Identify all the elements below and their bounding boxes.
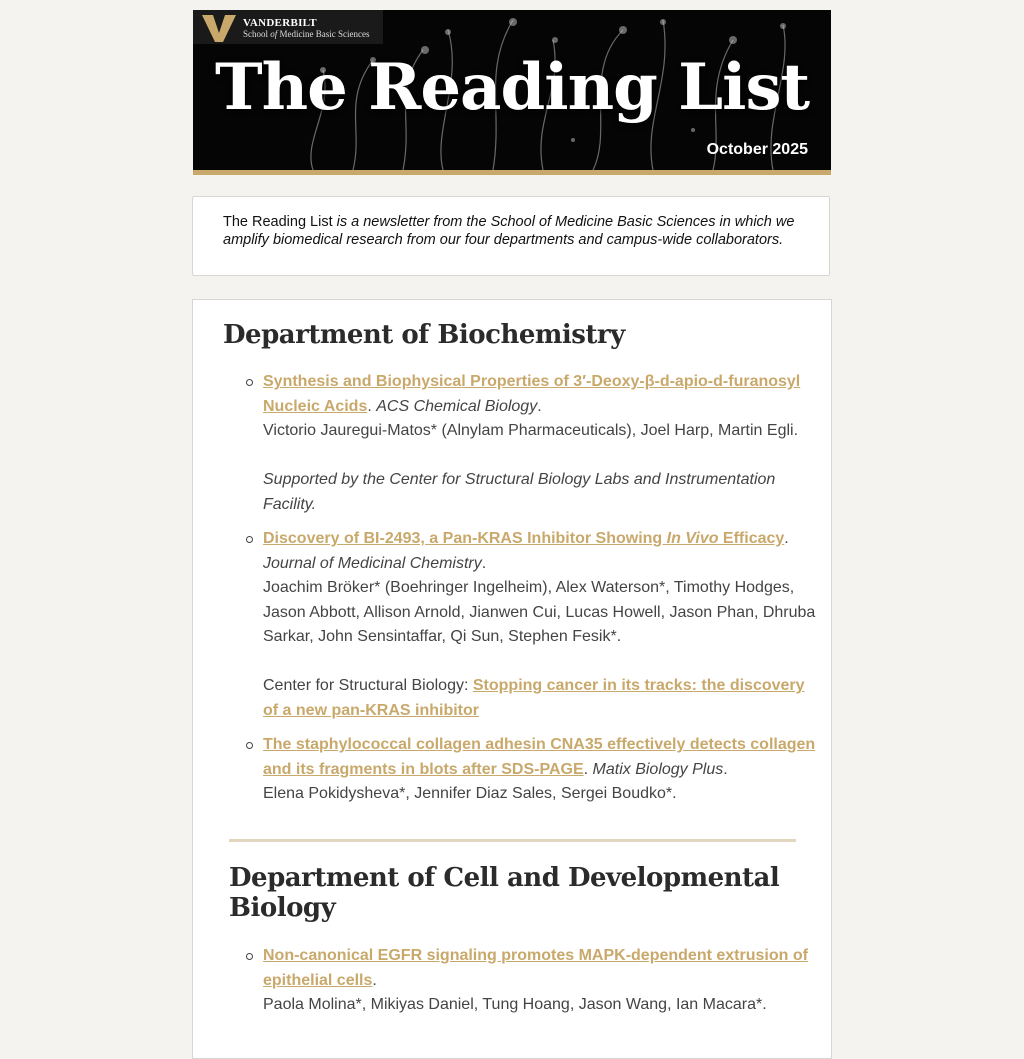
list-item: Synthesis and Biophysical Properties of 3′-Deoxy-β-d-apio-d-furanosyl Nucleic Acids. ACS Chemical Biology. Victorio Jauregui-Matos* (Alnylam Pharmaceuticals), Joel Harp, Martin Egli. Supported by the Center for Structural Biology Labs and Instrumentation Facility. bbox=[243, 370, 823, 517]
journal-name: Journal of Medicinal Chemistry bbox=[263, 554, 482, 572]
main-content bbox=[192, 299, 832, 1059]
vanderbilt-logo bbox=[193, 10, 383, 44]
article-link[interactable]: Non-canonical EGFR signaling promotes MAPK-dependent extrusion of epithelial cells bbox=[263, 947, 808, 989]
article-link[interactable]: Synthesis and Biophysical Properties of 3′-Deoxy-β-d-apio-d-furanosyl Nucleic Acids bbox=[263, 373, 801, 415]
intro-lead: The Reading List bbox=[223, 214, 333, 230]
intro-text: is a newsletter from the School of Medicine Basic Sciences in which we amplify biomedical research from our four departments and campus-wide collaborators. bbox=[223, 214, 795, 248]
journal-name: ACS Chemical Biology bbox=[376, 397, 538, 415]
list-item: The staphylococcal collagen adhesin CNA35 effectively detects collagen and its fragments in blots after SDS-PAGE. Matix Biology Plus. Elena Pokidysheva*, Jennifer Diaz Sales, Sergei Boudko*. bbox=[243, 733, 823, 807]
section-divider bbox=[229, 839, 796, 842]
section-heading: Department of Cell and Developmental Biology bbox=[229, 863, 780, 923]
article-link[interactable]: The staphylococcal collagen adhesin CNA35 effectively detects collagen and its fragments in blots after SDS-PAGE bbox=[263, 736, 816, 778]
issue-date: October 2025 bbox=[706, 141, 808, 158]
logo-subtitle: School of Medicine Basic Sciences bbox=[243, 29, 370, 39]
authors: Joachim Bröker* (Boehringer Ingelheim), Alex Waterson*, Timothy Hodges, Jason Abbott, Allison Arnold, Jianwen Cui, Lucas Howell, Jason Phan, Dhruba Sarkar, John Sensintaffar, Qi Sun, Stephen Fesik*. bbox=[263, 579, 816, 645]
related-label: Center for Structural Biology: bbox=[263, 677, 473, 694]
gold-divider-bar bbox=[193, 170, 831, 175]
authors: Victorio Jauregui-Matos* (Alnylam Pharmaceuticals), Joel Harp, Martin Egli. bbox=[263, 422, 799, 439]
intro-box bbox=[192, 196, 830, 276]
authors: Paola Molina*, Mikiyas Daniel, Tung Hoang, Jason Wang, Ian Macara*. bbox=[263, 996, 767, 1013]
authors: Elena Pokidysheva*, Jennifer Diaz Sales, Sergei Boudko*. bbox=[263, 785, 677, 802]
article-link[interactable]: Discovery of BI-2493, a Pan-KRAS Inhibitor Showing In Vivo Efficacy bbox=[263, 530, 785, 547]
article-list bbox=[243, 944, 823, 1018]
list-item: Non-canonical EGFR signaling promotes MAPK-dependent extrusion of epithelial cells. Paola Molina*, Mikiyas Daniel, Tung Hoang, Jason Wang, Ian Macara*. bbox=[243, 944, 823, 1018]
vanderbilt-v-icon bbox=[201, 13, 237, 43]
newsletter-title: The Reading List bbox=[214, 50, 810, 125]
logo-title: VANDERBILT bbox=[243, 17, 317, 29]
header-banner bbox=[193, 10, 831, 170]
journal-name: Matix Biology Plus bbox=[592, 760, 724, 778]
related-story-link[interactable]: Stopping cancer in its tracks: the discovery of a new pan-KRAS inhibitor bbox=[263, 677, 805, 719]
section-heading: Department of Biochemistry bbox=[223, 320, 625, 350]
list-item: Discovery of BI-2493, a Pan-KRAS Inhibitor Showing In Vivo Efficacy. Journal of Medicinal Chemistry. Joachim Bröker* (Boehringer Ingelheim), Alex Waterson*, Timothy Hodges, Jason Abbott, Allison Arnold, Jianwen Cui, Lucas Howell, Jason Phan, Dhruba Sarkar, John Sensintaffar, Qi Sun, Stephen Fesik*. Center for Structural Biology: Stopping cancer in its tracks: the discovery of a new pan-KRAS inhibitor bbox=[243, 527, 823, 723]
article-list bbox=[243, 370, 823, 807]
support-note: Supported by the Center for Structural Biology Labs and Instrumentation Facility bbox=[263, 471, 776, 513]
